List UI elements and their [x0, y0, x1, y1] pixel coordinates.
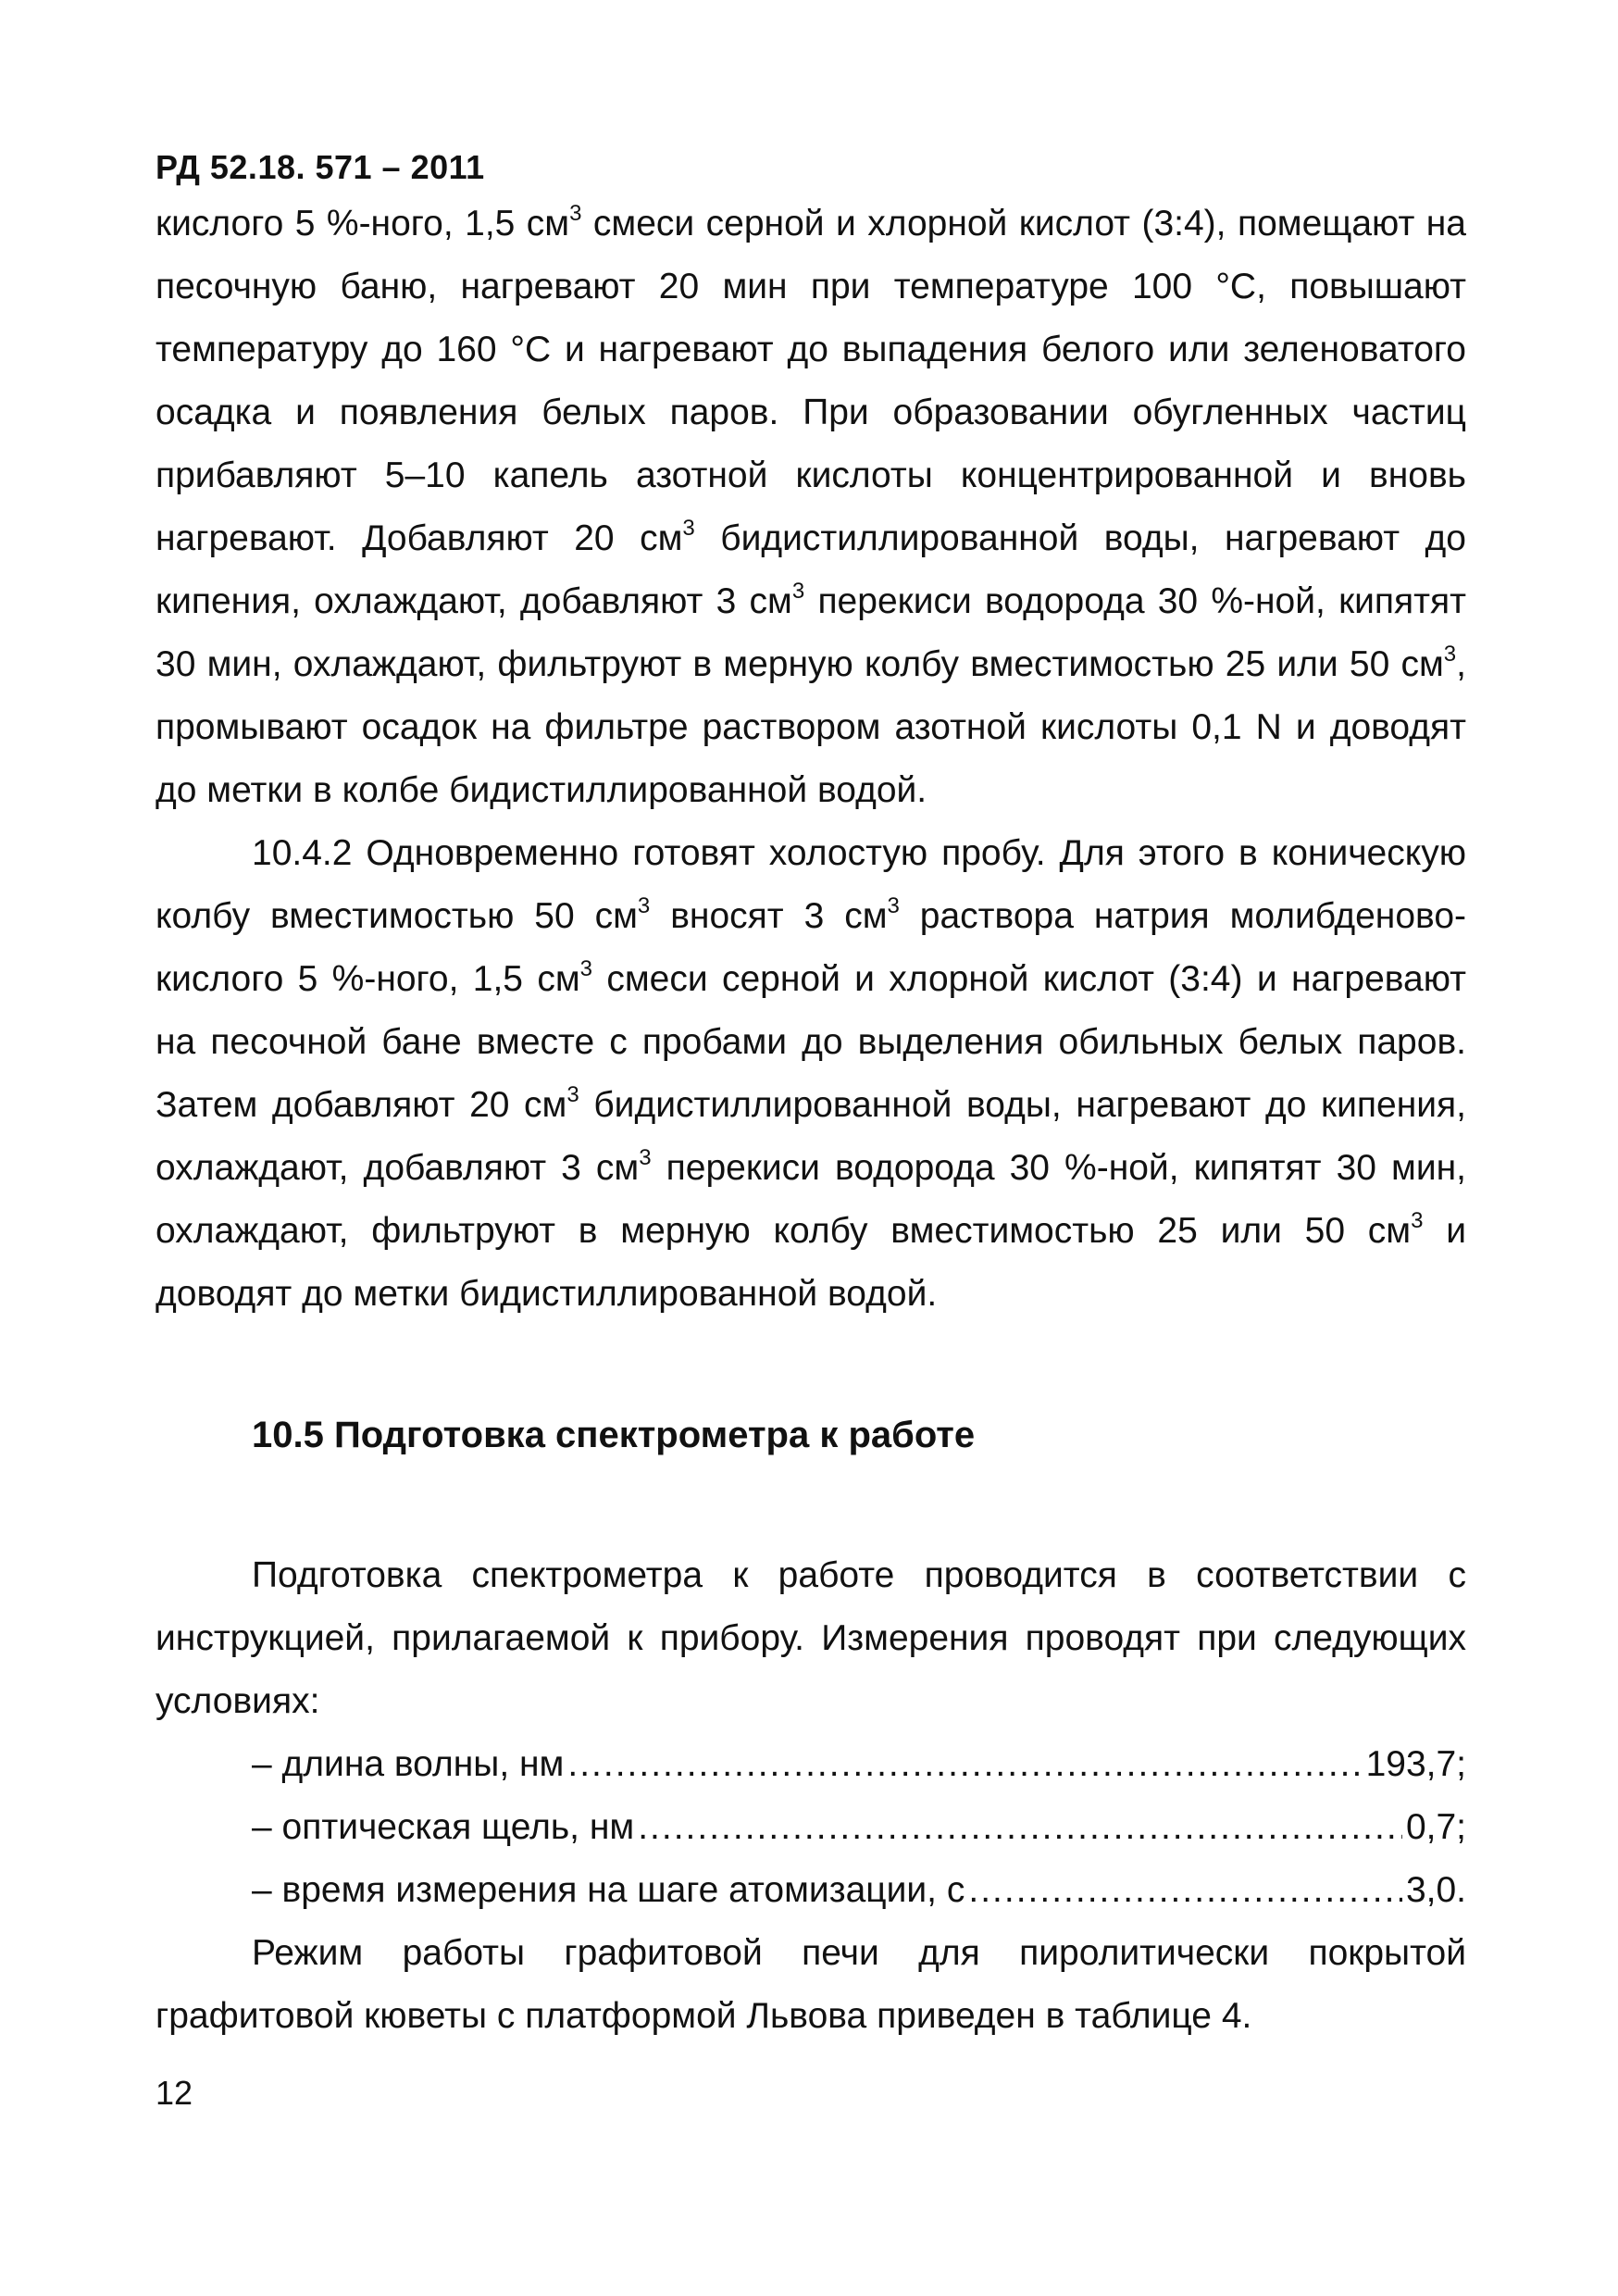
text-run: бидистиллированной воды, нагревают до кипения, охлаждают, добавляют 3 см	[156, 1085, 1466, 1188]
condition-label: – оптическая щель, нм	[252, 1807, 635, 1847]
condition-item-wavelength	[252, 1733, 1466, 1796]
text-run: 10.4.2 Одновременно готовят холостую пробу. Для этого в коническую колбу вместимостью 50 см	[156, 833, 1466, 936]
condition-item-slit	[252, 1796, 1466, 1859]
condition-label: – время измерения на шаге атомизации, с	[252, 1870, 965, 1910]
dot-leader	[968, 1859, 1402, 1922]
text-run: , промывают осадок на фильтре раствором азотной кислоты 0,1 N и доводят до метки в колбе бидистиллированной водой.	[156, 644, 1466, 810]
condition-value: 0,7;	[1405, 1807, 1466, 1847]
superscript: 3	[1443, 642, 1457, 667]
superscript: 3	[1411, 1208, 1424, 1233]
text-run: смеси серной и хлорной кислот (3:4) и нагревают на песочной бане вместе с пробами до выделения обильных белых паров. Затем добавляют 20 см	[156, 959, 1466, 1125]
text-run: перекиси водорода 30 %-ной, кипятят 30 мин, охлаждают, фильтруют в мерную колбу вместимостью 25 или 50 см	[156, 1148, 1467, 1251]
condition-value: 193,7;	[1365, 1744, 1466, 1784]
text-run: бидистиллированной воды, нагревают до кипения, охлаждают, добавляют 3 см	[156, 518, 1466, 621]
paragraph-blank-sample	[156, 822, 1466, 1326]
text-run: кислого 5 %-ного, 1,5 см	[156, 204, 570, 243]
text-run: вносят 3 см	[650, 896, 888, 936]
condition-value: 3,0.	[1405, 1870, 1466, 1910]
paragraph-sample-digestion	[156, 193, 1466, 822]
text-run: и доводят до метки бидистиллированной водой.	[156, 1211, 1466, 1314]
condition-label: – длина волны, нм	[252, 1744, 565, 1784]
page-number: 12	[156, 2074, 193, 2112]
text-run: раствора натрия молибденово-кислого 5 %-ного, 1,5 см	[156, 896, 1466, 999]
superscript: 3	[637, 893, 651, 918]
dot-leader	[638, 1796, 1402, 1859]
superscript: 3	[682, 516, 695, 541]
superscript: 3	[579, 956, 592, 981]
superscript: 3	[791, 579, 805, 604]
paragraph-spectrometer-setup: Подготовка спектрометра к работе проводится в соответствии с инструкцией, прилагаемой к прибору. Измерения проводят при следующих условиях:	[156, 1555, 1466, 1721]
text-run: смеси серной и хлорной кислот (3:4), помещают на песочную баню, нагревают 20 мин при температуре 100 °С, повышают температуру до 160 °С и нагревают до выпадения белого или зеленоватого осадка и появления белых паров. При образовании обугленных частиц прибавляют 5–10 капель азотной кислоты концентрированной и вновь нагревают. Добавляют 20 см	[156, 204, 1466, 558]
superscript: 3	[569, 201, 582, 226]
section-heading: 10.5 Подготовка спектрометра к работе	[252, 1415, 976, 1455]
text-run: перекиси водорода 30 %-ной, кипятят 30 мин, охлаждают, фильтруют в мерную колбу вместимостью 25 или 50 см	[156, 581, 1466, 684]
document-body	[156, 193, 1466, 2048]
document-header-code: РД 52.18. 571 – 2011	[156, 148, 485, 186]
superscript: 3	[566, 1082, 579, 1107]
dot-leader	[567, 1733, 1362, 1796]
condition-item-atomization-time	[252, 1859, 1466, 1922]
paragraph-furnace-mode: Режим работы графитовой печи для пиролитически покрытой графитовой кюветы с платформой Львова приведен в таблице 4.	[156, 1933, 1466, 2036]
superscript: 3	[639, 1145, 652, 1170]
superscript: 3	[887, 893, 900, 918]
